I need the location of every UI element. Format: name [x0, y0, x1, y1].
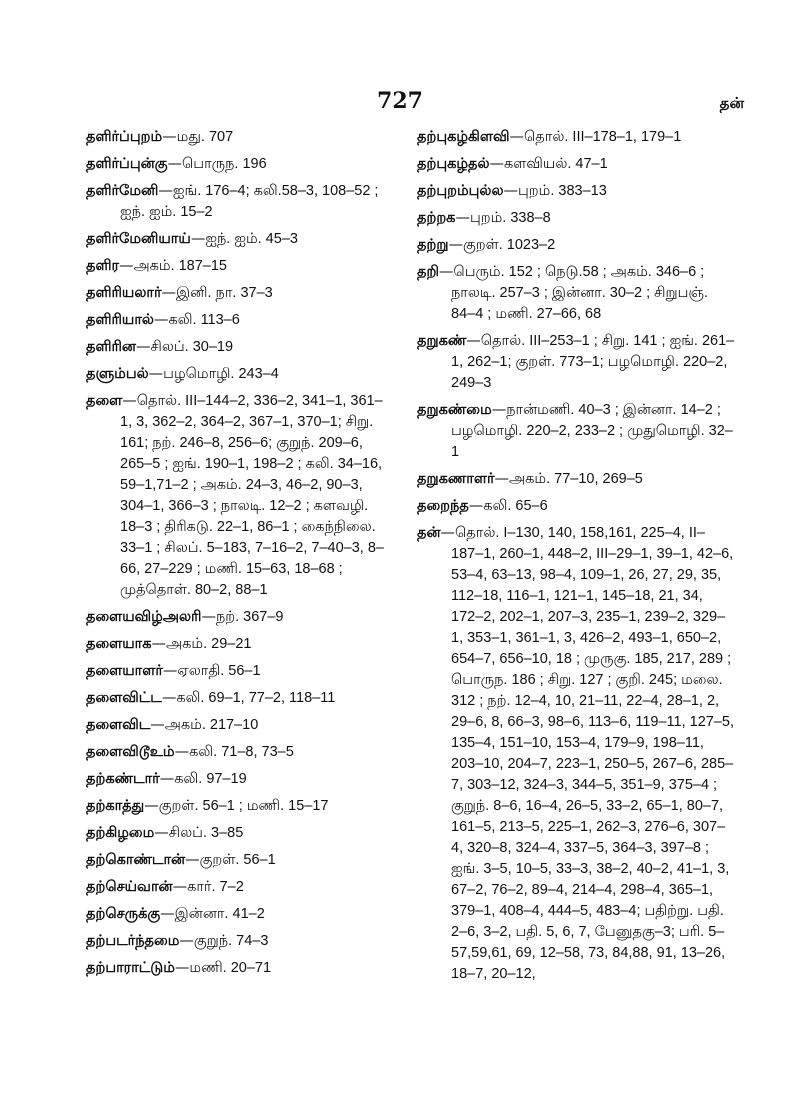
entry-references: குறள். 56–1	[199, 852, 276, 868]
entry-separator: —	[158, 183, 173, 199]
index-entry	[417, 208, 735, 229]
entry-separator: —	[162, 663, 178, 679]
entry-headword: தளை	[86, 393, 123, 409]
index-entry	[417, 523, 735, 985]
entry-separator: —	[167, 156, 182, 172]
entry-headword: தற்செருக்கு	[86, 906, 161, 922]
entry-headword: தற்கொண்டான்	[86, 852, 186, 868]
entry-separator: —	[161, 285, 177, 301]
entry-separator: —	[122, 393, 137, 409]
entry-separator: —	[172, 879, 188, 895]
entry-references: குறுந். 74–3	[193, 933, 269, 949]
entry-separator: —	[161, 690, 177, 706]
entry-references: இனி. நா. 37–3	[176, 285, 273, 301]
entry-references: தொல். III–144–2, 336–2, 341–1, 361–1, 3, 362–2, 364–2, 367–1, 370–1; சிறு. 161; நற். 246–8, 256–6; குறுந். 209–6, 265–5 ; ஐங். 190–1, 198–2 ; கலி. 34–16, 59–1,71–2 ; அகம். 24–3, 46–2, 90–3, 304–1, 366–3 ; நாலடி. 12–2 ; களவழி. 18–3 ; திரிகடு. 22–1, 86–1 ; கைந்நிலை. 33–1 ; சிலப். 5–183, 7–16–2, 7–40–3, 8–66, 27–229 ; மணி. 15–63, 18–68 ; முத்தொள். 80–2, 88–1	[120, 393, 384, 598]
entry-references: களவியல். 47–1	[504, 156, 608, 172]
entry-separator: —	[118, 258, 134, 274]
index-entry	[417, 262, 735, 325]
entry-references: மணி. 20–71	[189, 960, 272, 976]
entry-references: தொல். III–178–1, 179–1	[524, 129, 682, 145]
entry-separator: —	[154, 825, 169, 841]
index-entry	[86, 661, 386, 682]
entry-headword: தற்புறம்புல்ல	[417, 183, 504, 199]
entry-references: அகம். 217–10	[164, 717, 259, 733]
entry-references: அகம். 29–21	[166, 636, 252, 652]
entry-references: ஐந். ஐம். 45–3	[205, 231, 298, 247]
index-entry	[417, 127, 735, 148]
index-entry	[86, 688, 386, 709]
entry-headword: தற்கிழமை	[86, 825, 155, 841]
entry-separator: —	[148, 366, 164, 382]
entry-references: அகம். 187–15	[133, 258, 227, 274]
entry-separator: —	[466, 333, 481, 349]
entry-separator: —	[503, 183, 519, 199]
entry-headword: தளையவிழ்அலரி	[86, 609, 202, 625]
entry-headword: தற்செய்வான்	[86, 879, 173, 895]
entry-references: அகம். 77–10, 269–5	[509, 471, 643, 487]
entry-separator: —	[494, 471, 510, 487]
entry-references: நற். 367–9	[215, 609, 284, 625]
entry-references: நான்மணி. 40–3 ; இன்னா. 14–2 ; பழமொழி. 220–2, 233–2 ; முதுமொழி. 32–1	[451, 402, 733, 460]
entry-references: மது. 707	[176, 129, 234, 145]
entry-separator: —	[489, 156, 505, 172]
index-entry	[417, 181, 735, 202]
entry-headword: தற்றக	[417, 210, 456, 226]
index-entry	[86, 742, 386, 763]
entry-references: குறள். 56–1 ; மணி. 15–17	[158, 798, 329, 814]
index-entry	[417, 235, 735, 256]
index-entry	[417, 154, 735, 175]
index-entry	[86, 904, 386, 925]
index-entry	[86, 715, 386, 736]
left-column	[86, 127, 386, 985]
entry-headword: தற்பாராட்டும்	[86, 960, 175, 976]
index-entry	[86, 769, 386, 790]
entry-headword: தளும்பல்	[86, 366, 149, 382]
entry-references: பெரும். 152 ; நெடு.58 ; அகம். 346–6 ; நாலடி. 257–3 ; இன்னா. 30–2 ; சிறுபஞ். 84–4 ; மணி. 27–66, 68	[451, 264, 708, 322]
entry-references: பொருந. 196	[182, 156, 267, 172]
entry-separator: —	[144, 798, 159, 814]
index-entry	[86, 229, 386, 250]
entry-headword: தளிரியலார்	[86, 285, 162, 301]
entry-separator: —	[440, 525, 456, 541]
entry-separator: —	[151, 636, 167, 652]
entry-headword: தளைவிடூஉம்	[86, 744, 175, 760]
entry-references: கலி. 69–1, 77–2, 118–11	[176, 690, 336, 706]
index-entry	[417, 331, 735, 394]
index-entry	[86, 364, 386, 385]
entry-references: பழமொழி. 243–4	[163, 366, 279, 382]
entry-references: சிலப். 30–19	[150, 339, 234, 355]
entry-separator: —	[159, 771, 175, 787]
entry-headword: தற்படர்ந்தமை	[86, 933, 180, 949]
entry-references: குறள். 1023–2	[462, 237, 556, 253]
entry-references: புறம். 383–13	[518, 183, 607, 199]
entry-references: புறம். 338–8	[469, 210, 551, 226]
index-entry	[86, 877, 386, 898]
entry-headword: தளையாக	[86, 636, 152, 652]
index-entry	[86, 607, 386, 628]
entry-headword: தளிர்ப்புறம்	[86, 129, 163, 145]
entry-references: தொல். I–130, 140, 158,161, 225–4, II–187–1, 260–1, 448–2, III–29–1, 39–1, 42–6, 53–4, 63–13, 98–4, 109–1, 26, 27, 29, 35, 112–18, 116–1, 121–1, 145–18, 21, 34, 172–2, 202–1, 207–3, 235–1, 239–2, 329–1, 353–1, 361–1, 3, 426–2, 493–1, 650–2, 654–7, 656–10, 18 ; முருகு. 185, 217, 289 ; பொருந. 186 ; சிறு. 127 ; குறி. 245; மலை. 312 ; நற். 12–4, 10, 21–11, 22–4, 28–1, 2, 29–6, 8, 66–3, 98–6, 113–6, 119–11, 127–5, 135–4, 151–10, 153–4, 179–9, 198–11, 203–10, 204–7, 223–1, 250–5, 267–6, 285–7, 303–12, 324–3, 344–5, 351–9, 375–4 ; குறுந். 8–6, 16–4, 26–5, 33–2, 65–1, 80–7, 161–5, 213–5, 225–1, 262–3, 276–6, 307–4, 320–8, 324–4, 337–5, 364–3, 397–8 ; ஐங். 3–5, 10–5, 33–3, 38–2, 40–2, 41–1, 3, 67–2, 76–2, 89–4, 214–4, 298–4, 365–1, 379–1, 408–4, 444–5, 483–4; பதிற்று. பதி. 2–6, 3–2, பதி. 5, 6, 7, பேனுதகு–3; பரி. 5–57,59,61, 69, 12–58, 73, 84,88, 91, 13–26, 18–7, 20–12,	[451, 525, 735, 982]
entry-headword: தறுகண்	[417, 333, 467, 349]
entry-separator: —	[448, 237, 463, 253]
index-entry	[86, 796, 386, 817]
entry-headword: தறி	[417, 264, 439, 280]
entry-separator: —	[455, 210, 470, 226]
entry-headword: தளிரியால்	[86, 312, 154, 328]
index-entry	[86, 850, 386, 871]
entry-references: ஏலாதி. 56–1	[177, 663, 261, 679]
entry-headword: தளிர்மேனியாய்	[86, 231, 191, 247]
index-entry	[86, 634, 386, 655]
entry-separator: —	[160, 906, 175, 922]
entry-separator: —	[509, 129, 525, 145]
index-entry	[86, 310, 386, 331]
entry-headword: தறைந்த	[417, 498, 469, 514]
entry-headword: தற்புகழ்கிளவி	[417, 129, 510, 145]
index-entry	[86, 154, 386, 175]
entry-headword: தளிர	[86, 258, 119, 274]
entry-headword: தறுகணாளர்	[417, 471, 495, 487]
index-entry	[417, 496, 735, 517]
index-entry	[86, 958, 386, 979]
right-column	[417, 127, 735, 991]
entry-separator: —	[468, 498, 484, 514]
entry-references: கார். 7–2	[187, 879, 244, 895]
entry-headword: தறுகண்மை	[417, 402, 492, 418]
entry-separator: —	[201, 609, 216, 625]
index-entry	[86, 391, 386, 601]
page-number: 727	[377, 88, 423, 114]
entry-headword: தளையாளர்	[86, 663, 163, 679]
running-head: தன்	[719, 94, 744, 112]
entry-separator: —	[153, 312, 169, 328]
entry-headword: தளைவிட்ட	[86, 690, 162, 706]
entry-headword: தளைவிட	[86, 717, 151, 733]
entry-separator: —	[185, 852, 200, 868]
entry-references: தொல். III–253–1 ; சிறு. 141 ; ஐங். 261–1, 262–1; குறள். 773–1; பழமொழி. 220–2, 249–3	[451, 333, 735, 391]
entry-separator: —	[135, 339, 151, 355]
entry-references: கலி. 65–6	[483, 498, 548, 514]
index-entry	[417, 400, 735, 463]
entry-separator: —	[174, 744, 190, 760]
entry-references: கலி. 97–19	[174, 771, 247, 787]
index-entry	[417, 469, 735, 490]
entry-separator: —	[179, 933, 194, 949]
entry-headword: தளிர்மேனி	[86, 183, 159, 199]
entry-headword: தளிரின	[86, 339, 136, 355]
entry-separator: —	[438, 264, 454, 280]
index-entry	[86, 256, 386, 277]
index-entry	[86, 931, 386, 952]
entry-headword: தளிர்ப்புன்கு	[86, 156, 168, 172]
entry-separator: —	[190, 231, 206, 247]
entry-separator: —	[174, 960, 190, 976]
index-entry	[86, 337, 386, 358]
entry-headword: தற்புகழ்தல்	[417, 156, 490, 172]
entry-references: கலி. 71–8, 73–5	[189, 744, 294, 760]
entry-references: கலி. 113–6	[168, 312, 240, 328]
entry-headword: தன்	[417, 525, 441, 541]
entry-headword: தற்கண்டார்	[86, 771, 160, 787]
entry-references: இன்னா. 41–2	[174, 906, 265, 922]
index-entry	[86, 823, 386, 844]
entry-headword: தற்று	[417, 237, 449, 253]
index-entry	[86, 127, 386, 148]
entry-separator: —	[491, 402, 507, 418]
entry-separator: —	[150, 717, 165, 733]
index-entry	[86, 181, 386, 223]
entry-separator: —	[162, 129, 177, 145]
entry-references: சிலப். 3–85	[168, 825, 244, 841]
index-entry	[86, 283, 386, 304]
entry-headword: தற்காத்து	[86, 798, 145, 814]
entry-references: ஐங். 176–4; கலி.58–3, 108–52 ; ஐந். ஐம். 15–2	[120, 183, 379, 220]
